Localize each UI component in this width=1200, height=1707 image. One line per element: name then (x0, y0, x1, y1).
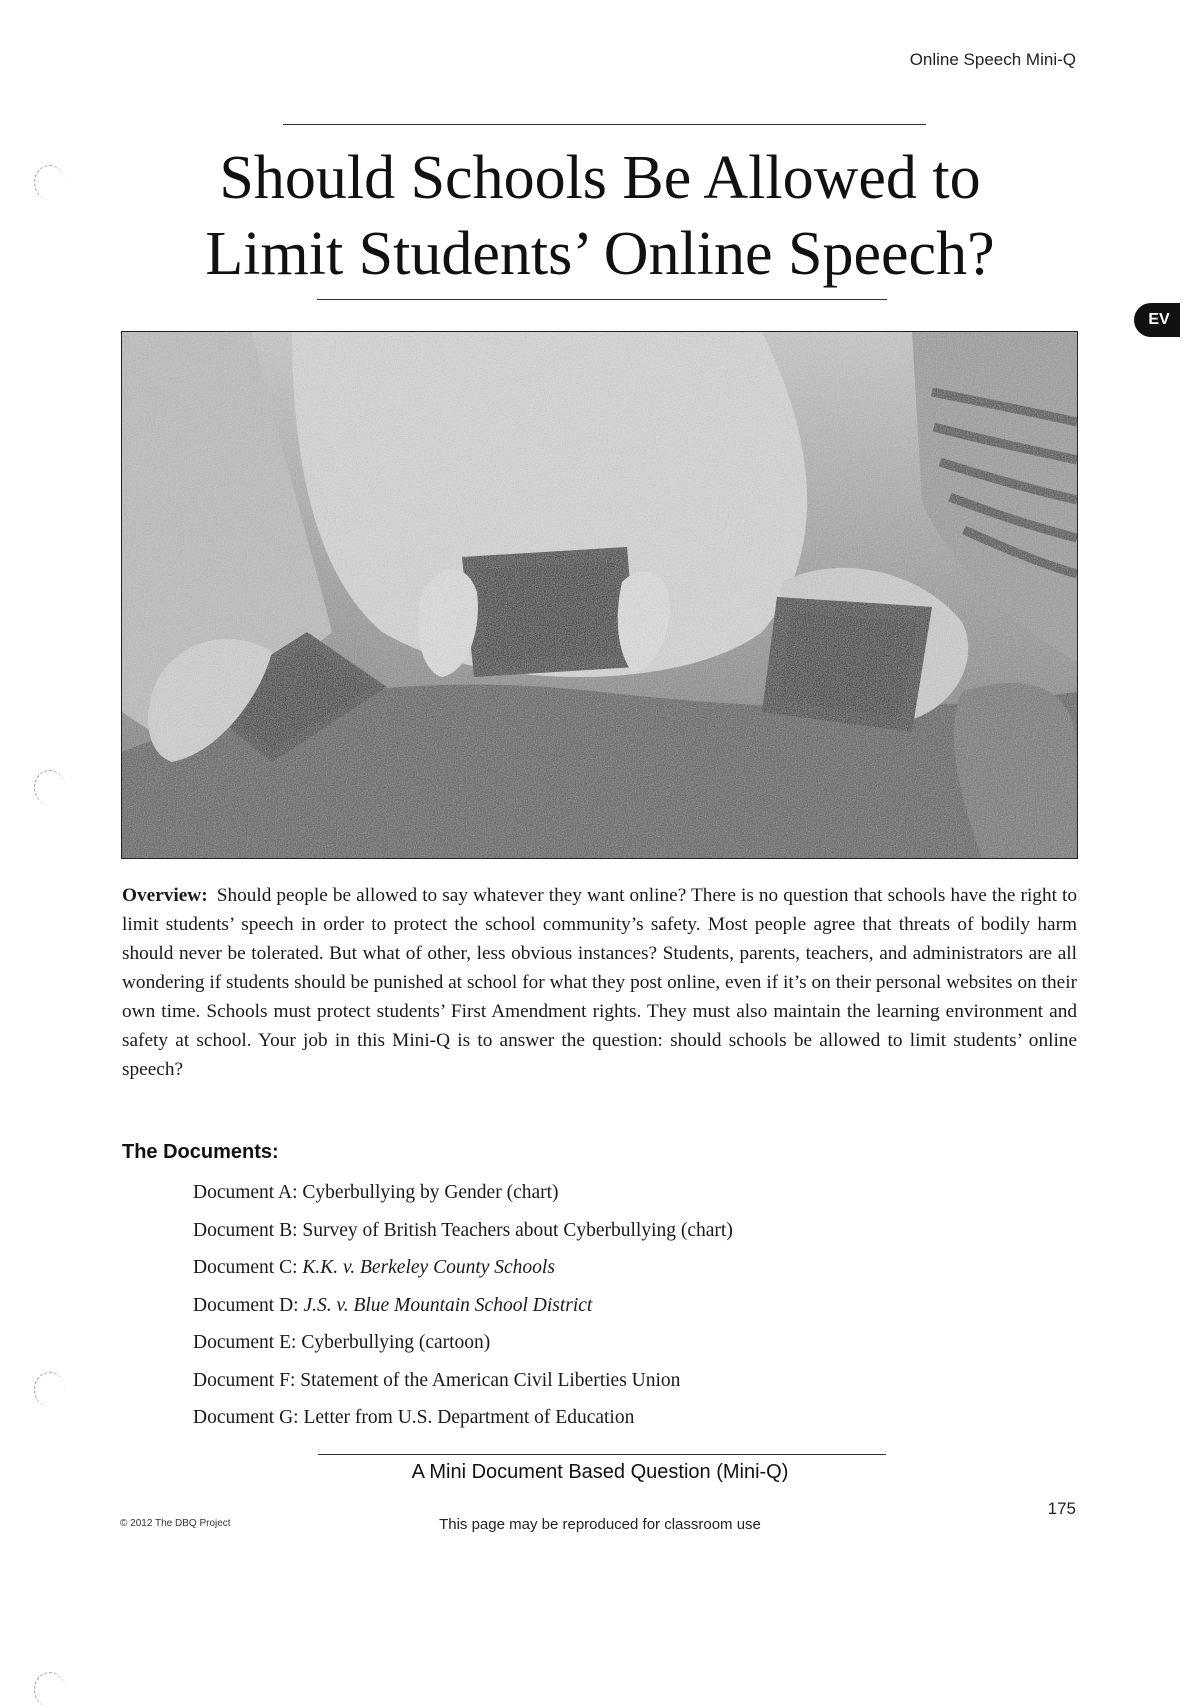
document-prefix: Document F: (193, 1369, 301, 1391)
document-prefix: Document A: (193, 1182, 303, 1203)
document-prefix: Document B: (193, 1219, 303, 1241)
header-tag: Online Speech Mini-Q (909, 50, 1076, 69)
title-top-rule (283, 124, 926, 125)
document-prefix: Document C: (193, 1257, 303, 1278)
reproduction-note: This page may be reproduced for classroom use (439, 1516, 761, 1533)
document-title: Cyberbullying by Gender (chart) (302, 1182, 559, 1203)
document-item (193, 1403, 733, 1441)
title-line-2: Limit Students’ Online Speech? (205, 220, 995, 288)
title-bottom-rule (317, 299, 887, 300)
document-item (193, 1253, 733, 1291)
document-item (193, 1291, 733, 1329)
footer-rule (318, 1454, 886, 1455)
document-prefix: Document G: (193, 1407, 304, 1428)
document-prefix: Document D: (193, 1294, 304, 1316)
punch-hole-mark (34, 770, 65, 805)
document-title: Letter from U.S. Department of Education (303, 1407, 635, 1428)
document-title: Survey of British Teachers about Cyberbullying (chart) (302, 1219, 733, 1241)
documents-heading: The Documents: (122, 1141, 279, 1163)
document-item (193, 1216, 733, 1254)
punch-hole-mark (34, 1672, 65, 1707)
overview-label: Overview: (122, 885, 208, 906)
documents-list (193, 1178, 733, 1441)
document-title: J.S. v. Blue Mountain School District (303, 1294, 593, 1316)
document-item (193, 1366, 733, 1404)
photo-illustration (122, 332, 1077, 858)
overview-text: Should people be allowed to say whatever they want online? There is no question that schools have the right to limit students’ speech in order to protect the school community’s safety. Most people agree that threats of bodily harm should never be tolerated. But what of other, less obvious instances? Students, parents, teachers, and administrators are all wondering if students should be punished at school for what they post online, even if it’s on their personal websites on their own time. Schools must protect students’ First Amendment rights. They must also maintain the learning environment and safety at school. Your job in this Mini-Q is to answer the question: should schools be allowed to limit students’ online speech? (122, 885, 1077, 1080)
footer-title: A Mini Document Based Question (Mini-Q) (411, 1461, 789, 1483)
document-title: Statement of the American Civil Liberties Union (300, 1369, 681, 1391)
students-phones-photo (121, 331, 1078, 859)
document-title: K.K. v. Berkeley County Schools (302, 1257, 555, 1278)
document-title: Cyberbullying (cartoon) (301, 1332, 491, 1353)
ev-side-tab: EV (1134, 303, 1180, 337)
punch-hole-mark (34, 165, 65, 200)
overview-paragraph (122, 881, 1077, 1084)
document-item (193, 1178, 733, 1216)
document-prefix: Document E: (193, 1332, 302, 1353)
page-title (0, 140, 1200, 292)
copyright-notice: © 2012 The DBQ Project (120, 1518, 231, 1529)
punch-hole-mark (34, 1372, 65, 1407)
document-item (193, 1328, 733, 1366)
page-number: 175 (1047, 1499, 1076, 1518)
title-line-1: Should Schools Be Allowed to (219, 144, 981, 212)
